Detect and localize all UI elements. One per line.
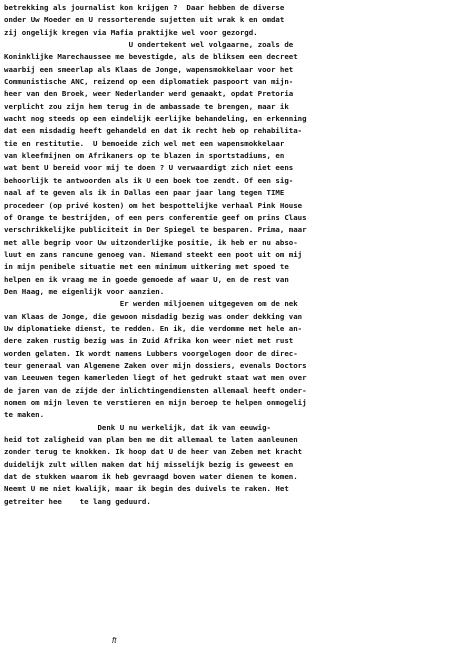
text-line: getreiter hee te lang geduurd. [4, 496, 151, 506]
handwritten-annotation: ft [112, 636, 117, 645]
text-line: Uw diplomatieke dienst, te redden. En ik, die verdomme met hele an- [4, 323, 303, 333]
text-line: betrekking als journalist kon krijgen ? Daar hebben de diverse [4, 3, 285, 12]
text-line: zij ongelijk kregen via Mafia praktijke wel voor gezorgd. [4, 27, 258, 37]
text-line: wacht nog steeds op een eindelijk eerlijke behandeling, en erkenning [4, 114, 307, 124]
text-line: verplicht zou zijn hem terug in de ambassade te brengen, maar ik [4, 101, 289, 111]
text-line: van Leeuwen tegen kamerleden liegt of het gedrukt staat wat men over [4, 373, 307, 383]
text-line: verschrikkelijke publiciteit in Der Spiegel te besparen. Prima, maar [4, 225, 307, 235]
text-line: waarbij een smeerlap als Klaas de Jonge, wapensmokkelaar voor het [4, 64, 294, 74]
text-line: Koninklijke Marechaussee me bevestigde, als de bliksem een decreet [4, 52, 298, 62]
text-line: worden gelaten. Ik wordt namens Lubbers voorgelogen door de direc- [4, 348, 298, 358]
text-line: teur generaal van Algemene Zaken over mijn dossiers, evenals Doctors [4, 360, 307, 370]
text-line: behoorlijk te antwoorden als ik U een boek toe zendt. Of een sig- [4, 175, 294, 185]
text-line: onder Uw Moeder en U ressorterende sujetten uit wrak k en omdat [4, 15, 285, 25]
text-line: de jaren van de zijde der inlichtingendiensten allemaal heeft onder- [4, 385, 307, 395]
text-line: zonder terug te knokken. Ik hoop dat U de heer van Zeben met kracht [4, 447, 303, 457]
text-line: Neemt U me niet kwalijk, maar ik begin des duivels te raken. Het [4, 484, 289, 494]
text-line: van kleefmijnen om Afrikaners op te blazen in sportstadiums, en [4, 151, 285, 161]
text-line: te maken. [4, 410, 45, 420]
text-line: dat een misdadig heeft gehandeld en dat ik recht heb op rehabilita- [4, 126, 303, 136]
text-line: Denk U nu werkelijk, dat ik van eeuwig- [4, 422, 271, 432]
text-line: in mijn penibele situatie met een minimum uitkering met spoed te [4, 262, 289, 272]
text-line: dere zaken rustig bezig was in Zuid Afrika kon weer niet met rust [4, 336, 294, 346]
text-line: heid tot zaligheid van plan ben me dit allemaal te laten aanleunen [4, 435, 298, 445]
text-line: Er werden miljoenen uitgegeven om de nek [4, 299, 298, 309]
text-line: Communistische ANC, reizend op een diplomatiek paspoort van mijn- [4, 77, 294, 87]
text-line: met alle begrip voor Uw uitzonderlijke positie, ik heb er nu abso- [4, 237, 298, 247]
text-line: luut en zans rancune genoeg van. Niemand steekt een poot uit om mij [4, 249, 303, 259]
text-line: dat de stukken waarom ik heb gevraagd boven water dienen te komen. [4, 472, 298, 482]
text-line: nomen om mijn leven te verstieren en mijn beroep te helpen onmogelij [4, 398, 307, 407]
text-line: wat bent U bereid voor mij te doen ? U verwaardigt zich niet eens [4, 163, 294, 173]
text-line: of Orange te bestrijden, of een pers conferentie geef om prins Claus [4, 212, 307, 222]
text-line: tie en restitutie. U bemoeide zich wel met een wapensmokkelaar [4, 138, 285, 148]
text-line: Den Haag, me eigenlijk voor aanzien. [4, 286, 165, 296]
text-line: helpen en ik vraag me in goede gemoede af waar U, en de rest van [4, 274, 289, 284]
text-line: van Klaas de Jonge, die gewoon misdadig bezig was onder dekking van [4, 311, 303, 321]
document-body [4, 2, 446, 508]
text-line: heer van den Broek, weer Nederlander werd gemaakt, opdat Pretoria [4, 89, 294, 99]
text-line: procedeer (op privé kosten) om het bespottelijke verhaal Pink House [4, 200, 303, 210]
text-line: naal af te geven als ik in Dallas een paar jaar lang tegen TIME [4, 188, 285, 198]
text-line: U ondertekent wel volgaarne, zoals de [4, 40, 294, 50]
text-line: duidelijk zult willen maken dat hij misselijk bezig is geweest en [4, 459, 294, 469]
